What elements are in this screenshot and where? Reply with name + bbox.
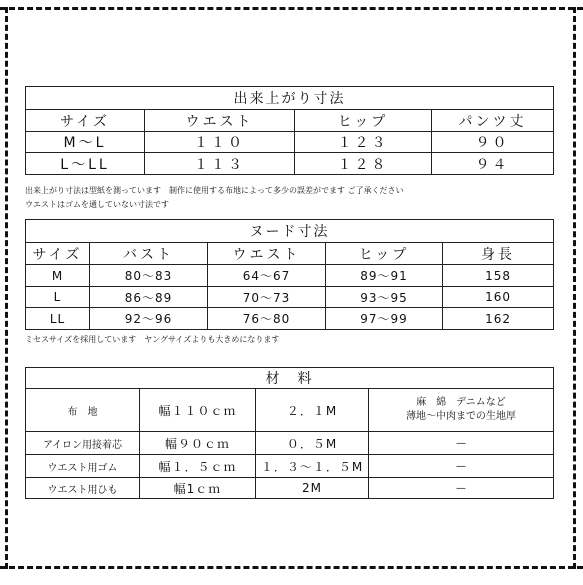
material-remark-line2: 薄地～中肉までの生地厚 [406, 411, 516, 422]
material-width: 幅９０ｃｍ [140, 432, 256, 455]
nude-header-waist: ウエスト [208, 243, 326, 265]
nude-cell: 162 [443, 308, 554, 330]
finished-cell: ９０ [432, 132, 554, 153]
finished-header-size: サイズ [26, 110, 145, 132]
material-amount: 2M [256, 478, 369, 499]
finished-cell: M～L [26, 132, 145, 153]
nude-cell: 160 [443, 287, 554, 308]
nude-cell: 80～83 [90, 265, 208, 287]
material-width: 幅1ｃｍ [140, 478, 256, 499]
material-width: 幅１．５ｃｍ [140, 455, 256, 478]
nude-cell: 64～67 [208, 265, 326, 287]
nude-cell: 93～95 [326, 287, 443, 308]
nude-header-height: 身長 [443, 243, 554, 265]
nude-cell: 97～99 [326, 308, 443, 330]
material-amount: １．３～１．５M [256, 455, 369, 478]
nude-cell: L [26, 287, 90, 308]
nude-title: ヌード寸法 [26, 220, 554, 243]
finished-note-1: 出来上がり寸法は型紙を測っています 制作に使用する布地によって多少の誤差がでます ご了承ください [25, 186, 404, 195]
dashed-border-left [5, 7, 8, 569]
nude-cell: 86～89 [90, 287, 208, 308]
material-remark-line1: 麻 綿 デニムなど [416, 397, 506, 408]
material-amount: ０．５M [256, 432, 369, 455]
material-remark: — [369, 478, 554, 499]
material-name: 布 地 [26, 389, 140, 432]
material-remark: — [369, 455, 554, 478]
dashed-border-bottom [0, 566, 583, 569]
nude-cell: 70～73 [208, 287, 326, 308]
material-remark: — [369, 432, 554, 455]
material-remark [369, 389, 554, 432]
nude-cell: 89～91 [326, 265, 443, 287]
finished-cell: １１０ [145, 132, 295, 153]
finished-cell: １２８ [295, 153, 432, 175]
finished-cell: L～LL [26, 153, 145, 175]
nude-note: ミセスサイズを採用しています ヤングサイズよりも大きめになります [25, 335, 280, 344]
finished-cell: ９４ [432, 153, 554, 175]
nude-cell: 158 [443, 265, 554, 287]
finished-header-hip: ヒップ [295, 110, 432, 132]
nude-header-bust: バスト [90, 243, 208, 265]
materials-table [25, 367, 554, 499]
material-width: 幅１１０ｃｍ [140, 389, 256, 432]
materials-title: 材 料 [26, 368, 554, 389]
dashed-border-top [0, 7, 583, 10]
nude-cell: 76～80 [208, 308, 326, 330]
material-name: ウエスト用ひも [26, 478, 140, 499]
nude-cell: LL [26, 308, 90, 330]
nude-header-hip: ヒップ [326, 243, 443, 265]
finished-header-length: パンツ丈 [432, 110, 554, 132]
finished-size-table [25, 86, 554, 175]
nude-header-size: サイズ [26, 243, 90, 265]
finished-title: 出来上がり寸法 [26, 87, 554, 110]
nude-cell: 92～96 [90, 308, 208, 330]
finished-note-2: ウエストはゴムを通していない寸法です [25, 200, 169, 209]
finished-cell: １１３ [145, 153, 295, 175]
material-name: アイロン用接着芯 [26, 432, 140, 455]
dashed-border-right [573, 7, 576, 569]
nude-size-table [25, 219, 554, 330]
finished-cell: １２３ [295, 132, 432, 153]
nude-cell: M [26, 265, 90, 287]
finished-header-waist: ウエスト [145, 110, 295, 132]
material-amount: ２．１M [256, 389, 369, 432]
material-name: ウエスト用ゴム [26, 455, 140, 478]
